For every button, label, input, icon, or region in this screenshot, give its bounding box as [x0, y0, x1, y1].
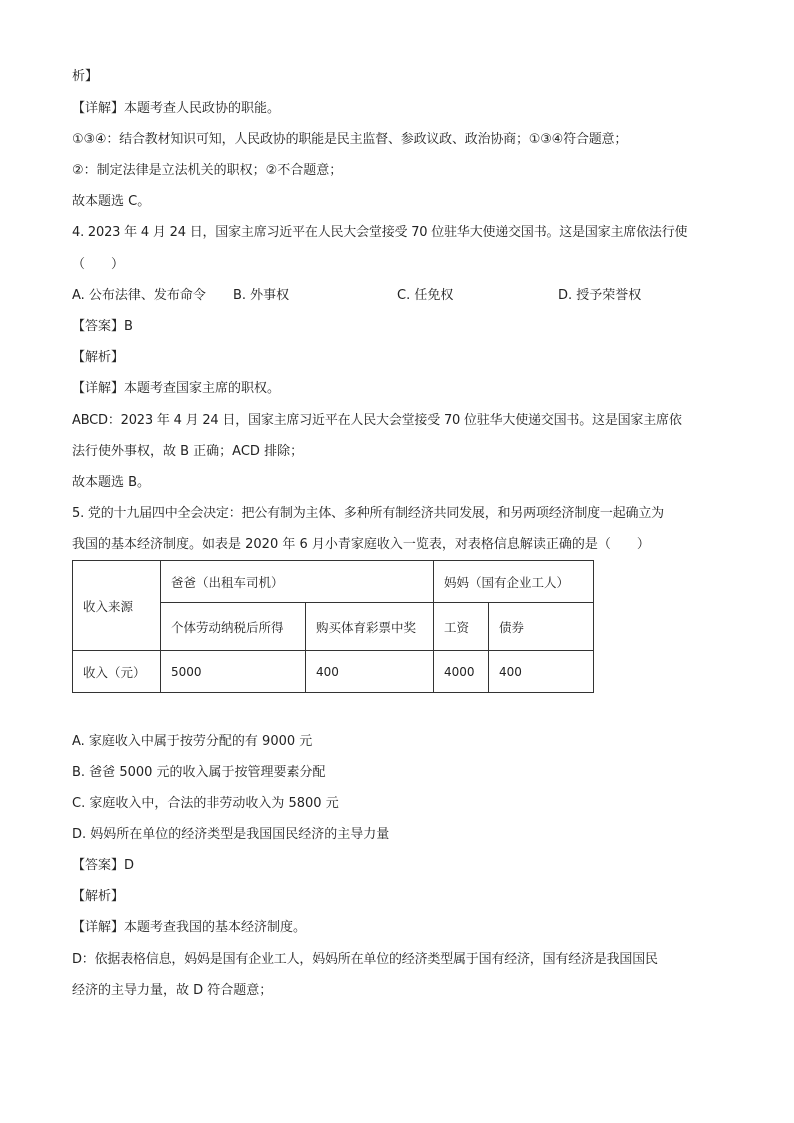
- income-yuan-header: 收入（元）: [73, 651, 161, 693]
- answer-label: 【答案】D: [72, 858, 135, 873]
- text-line: ABCD：2023 年 4 月 24 日，国家主席习近平在人民大会堂接受 70 位驻华大使递交国书。这是国家主席依: [72, 413, 682, 428]
- question-4-blank: （ ）: [72, 257, 125, 272]
- q4-option-a: A. 公布法律、发布命令: [72, 288, 206, 303]
- question-4-stem: 4. 2023 年 4 月 24 日，国家主席习近平在人民大会堂接受 70 位驻华大使递交国书。这是国家主席依法行使: [72, 225, 688, 240]
- q5-option-b: B. 爸爸 5000 元的收入属于按管理要素分配: [72, 765, 326, 780]
- text-line: 【详解】本题考查国家主席的职权。: [72, 381, 281, 396]
- answer-label: 【答案】B: [72, 319, 133, 334]
- dad-header: 爸爸（出租车司机）: [161, 561, 434, 603]
- question-5-stem: 5. 党的十九届四中全会决定：把公有制为主体、多种所有制经济共同发展，和另两项经济制度一起确立为: [72, 506, 664, 521]
- text-line: 法行使外事权，故 B 正确；ACD 排除；: [72, 444, 304, 459]
- income-cell: 400: [306, 651, 434, 693]
- question-5-stem-cont: 我国的基本经济制度。如表是 2020 年 6 月小青家庭收入一览表，对表格信息解读正确的是（ ）: [72, 537, 650, 552]
- dad-item-self-employed: 个体劳动纳税后所得: [161, 603, 306, 651]
- q4-option-b: B. 外事权: [233, 288, 290, 303]
- text-line: 故本题选 C。: [72, 194, 151, 209]
- q5-option-a: A. 家庭收入中属于按劳分配的有 9000 元: [72, 734, 313, 749]
- mom-header: 妈妈（国有企业工人）: [434, 561, 594, 603]
- mom-item-wage: 工资: [434, 603, 489, 651]
- text-line: ①③④：结合教材知识可知，人民政协的职能是民主监督、参政议政、政治协商；①③④符合题意；: [72, 132, 628, 147]
- text-line: 故本题选 B。: [72, 475, 151, 490]
- q5-option-c: C. 家庭收入中，合法的非劳动收入为 5800 元: [72, 796, 339, 811]
- q5-option-d: D. 妈妈所在单位的经济类型是我国国民经济的主导力量: [72, 827, 390, 842]
- income-cell: 5000: [161, 651, 306, 693]
- dad-item-lottery: 购买体育彩票中奖: [306, 603, 434, 651]
- q4-option-d: D. 授予荣誉权: [558, 288, 642, 303]
- income-cell: 4000: [434, 651, 489, 693]
- text-line: ②：制定法律是立法机关的职权；②不合题意；: [72, 163, 343, 178]
- text-line: 【详解】本题考查人民政协的职能。: [72, 101, 281, 116]
- text-line: 【详解】本题考查我国的基本经济制度。: [72, 920, 307, 935]
- income-cell: 400: [489, 651, 594, 693]
- analysis-label: 【解析】: [72, 889, 125, 904]
- text-line: D：依据表格信息，妈妈是国有企业工人，妈妈所在单位的经济类型属于国有经济，国有经济是我国国民: [72, 952, 658, 967]
- analysis-label: 【解析】: [72, 350, 125, 365]
- income-source-header: 收入来源: [73, 561, 161, 651]
- text-line: 经济的主导力量，故 D 符合题意；: [72, 983, 273, 998]
- mom-item-bonds: 债券: [489, 603, 594, 651]
- text-line: 析】: [72, 69, 99, 84]
- income-table: [72, 560, 594, 693]
- q4-option-c: C. 任免权: [397, 288, 454, 303]
